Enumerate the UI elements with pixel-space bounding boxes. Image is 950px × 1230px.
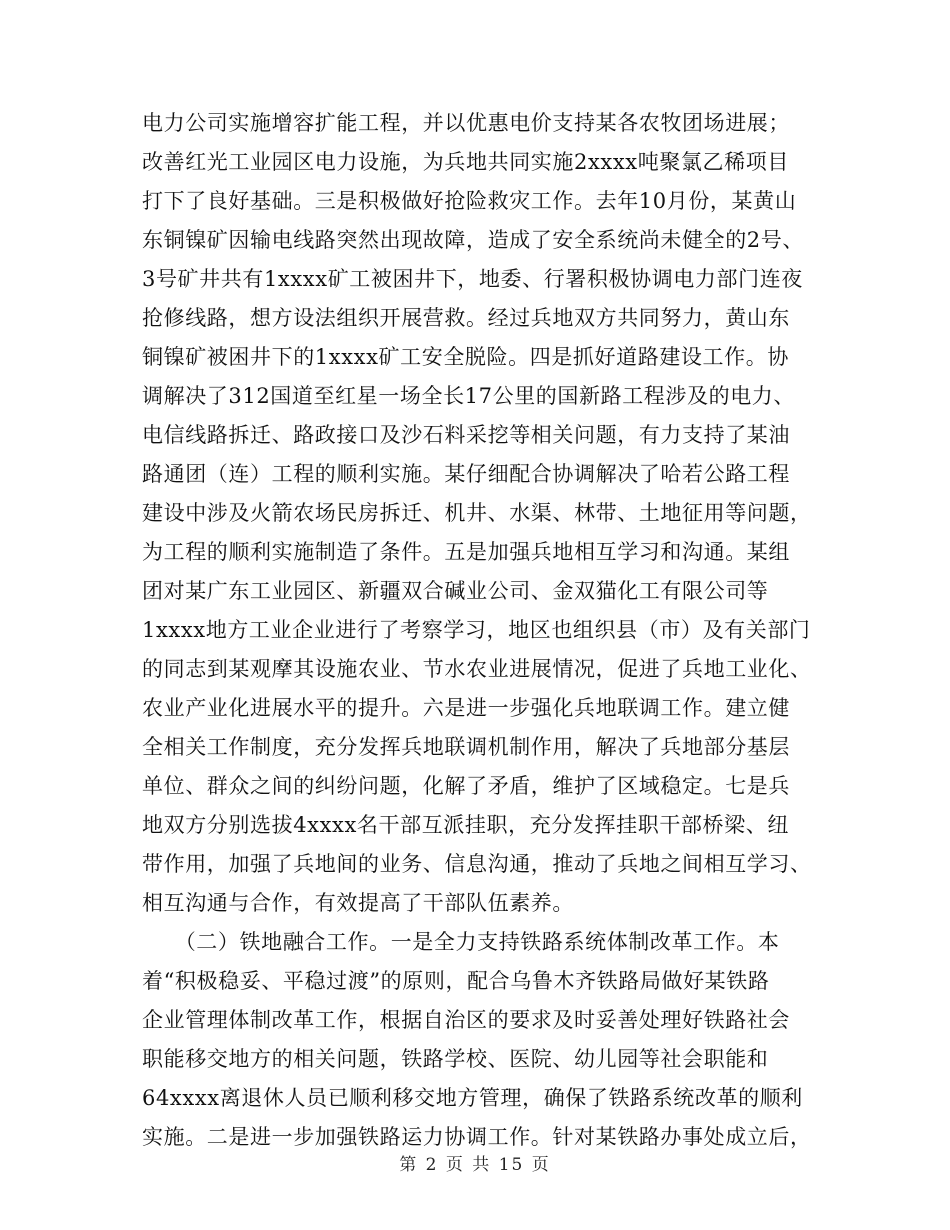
text-line: 64xxxx离退休人员已顺利移交地方管理，确保了铁路系统改革的顺利 xyxy=(142,1086,803,1110)
text-line: 铜镍矿被困井下的1xxxx矿工安全脱险。四是抓好道路建设工作。协 xyxy=(142,345,789,369)
page-number-footer: 第 2 页 共 15 页 xyxy=(399,1155,551,1175)
text-line: （二）铁地融合工作。一是全力支持铁路系统体制改革工作。本 xyxy=(142,930,780,954)
body-text xyxy=(142,104,822,1157)
text-line: 路通团（连）工程的顺利实施。某仔细配合协调解决了哈若公路工程 xyxy=(142,462,790,486)
text-line: 实施。二是进一步加强铁路运力协调工作。针对某铁路办事处成立后， xyxy=(142,1125,812,1149)
text-line: 全相关工作制度，充分发挥兵地联调机制作用，解决了兵地部分基层 xyxy=(142,735,790,759)
text-line: 1xxxx地方工业企业进行了考察学习，地区也组织县（市）及有关部门 xyxy=(142,618,811,642)
text-line: 地双方分别选拔4xxxx名干部互派挂职，充分发挥挂职干部桥梁、纽 xyxy=(142,813,789,837)
text-line: 3号矿井共有1xxxx矿工被困井下，地委、行署积极协调电力部门连夜 xyxy=(142,267,803,291)
text-line: 企业管理体制改革工作，根据自治区的要求及时妥善处理好铁路社会 xyxy=(142,1008,790,1032)
text-line: 带作用，加强了兵地间的业务、信息沟通，推动了兵地之间相互学习、 xyxy=(142,852,812,876)
text-line: 单位、群众之间的纠纷问题，化解了矛盾，维护了区域稳定。七是兵 xyxy=(142,774,790,798)
text-line: 为工程的顺利实施制造了条件。五是加强兵地相互学习和沟通。某组 xyxy=(142,540,790,564)
text-line: 农业产业化进展水平的提升。六是进一步强化兵地联调工作。建立健 xyxy=(142,696,790,720)
text-line: 调解决了312国道至红星一场全长17公里的国新路工程涉及的电力、 xyxy=(142,384,796,408)
text-line: 东铜镍矿因输电线路突然出现故障，造成了安全系统尚未健全的2号、 xyxy=(142,228,804,252)
text-line: 的同志到某观摩其设施农业、节水农业进展情况，促进了兵地工业化、 xyxy=(142,657,812,681)
text-line: 相互沟通与合作，有效提高了干部队伍素养。 xyxy=(142,891,574,915)
text-line: 抢修线路，想方设法组织开展营救。经过兵地双方共同努力，黄山东 xyxy=(142,306,790,330)
text-line: 建设中涉及火箭农场民房拆迁、机井、水渠、林带、土地征用等问题， xyxy=(142,501,812,525)
text-line: 电信线路拆迁、路政接口及沙石料采挖等相关问题，有力支持了某油 xyxy=(142,423,790,447)
text-line: 电力公司实施增容扩能工程，并以优惠电价支持某各农牧团场进展； xyxy=(142,111,790,135)
text-line: 团对某广东工业园区、新疆双合碱业公司、金双猫化工有限公司等 xyxy=(142,579,769,603)
text-line: 着“积极稳妥、平稳过渡”的原则，配合乌鲁木齐铁路局做好某铁路 xyxy=(142,969,770,993)
text-line: 改善红光工业园区电力设施，为兵地共同实施2xxxx吨聚氯乙稀项目 xyxy=(142,150,789,174)
text-line: 职能移交地方的相关问题，铁路学校、医院、幼儿园等社会职能和 xyxy=(142,1047,769,1071)
text-line: 打下了良好基础。三是积极做好抢险救灾工作。去年10月份，某黄山 xyxy=(142,189,797,213)
